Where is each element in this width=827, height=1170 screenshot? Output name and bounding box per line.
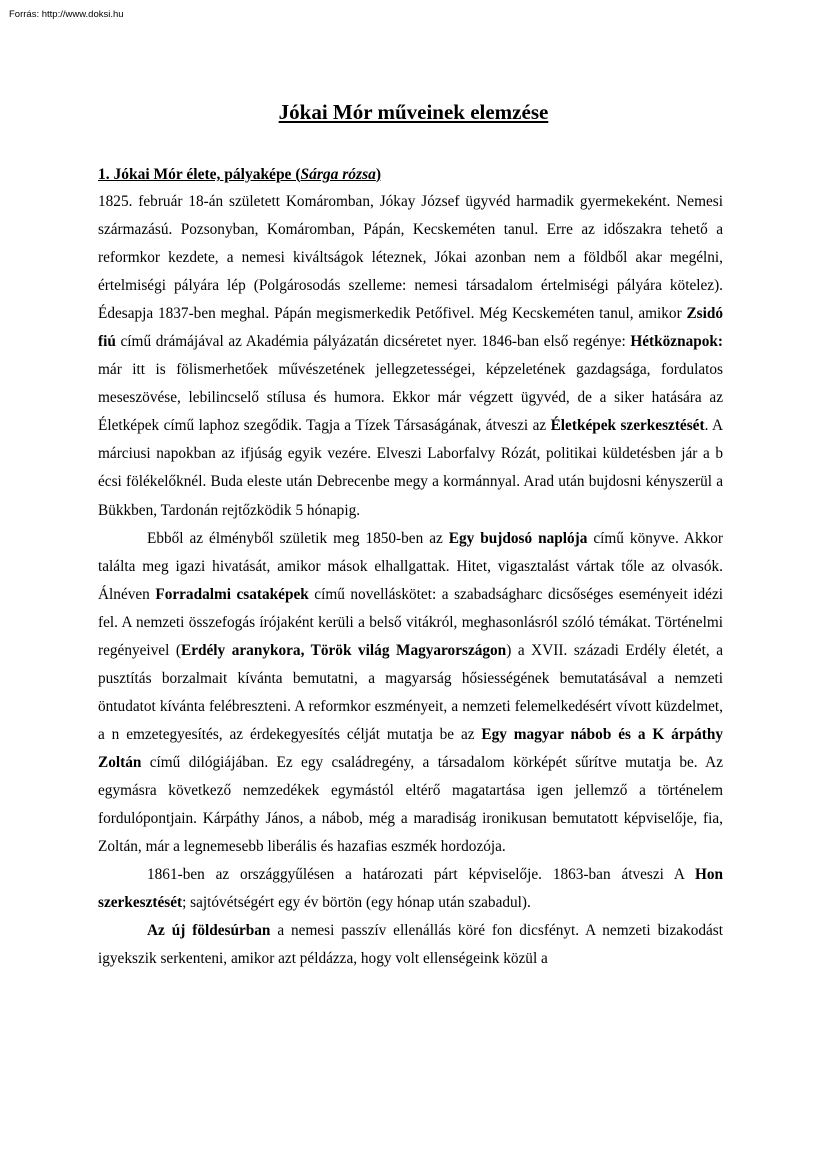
paragraph-4 bbox=[98, 917, 723, 973]
p1-bold-1: Zsidó fiú bbox=[98, 305, 723, 351]
p4-bold-1: Az új földesúrban bbox=[147, 922, 271, 940]
p2-bold-4: Egy magyar nábob és a K árpáthy Zoltán bbox=[98, 725, 723, 771]
section-heading bbox=[98, 166, 381, 184]
paragraph-3 bbox=[98, 861, 723, 917]
p2-bold-2: Forradalmi csataképek bbox=[155, 585, 309, 603]
page-title: Jókai Mór műveinek elemzése bbox=[278, 100, 549, 124]
p3-text-2: ; sajtóvétségért egy év börtön (egy hónap után szabadul). bbox=[182, 894, 531, 912]
heading-prefix: 1. Jókai Mór élete, pályaképe ( bbox=[98, 166, 301, 183]
p2-text-5: című dilógiájában. Ez egy családregény, a társadalom körképét sűrítve mutatja be. Az egymásra következő nemzedékek egymástól eltérő magatartása igen jellemző a történelem fordulópontjain. Kárpáthy János, a nábob, még a maradiság ironikusan bemutatott képviselője, fia, Zoltán, már a legnemesebb liberális és hazafias eszmék hordozója. bbox=[98, 753, 723, 856]
p2-text-1: Ebből az élményből születik meg 1850-ben az bbox=[147, 529, 449, 547]
p3-bold-1: Hon szerkesztését bbox=[98, 866, 723, 912]
p1-bold-3: Életképek szerkesztését bbox=[550, 417, 705, 435]
p3-text-1: 1861-ben az országgyűlésen a határozati párt képviselője. 1863-ban átveszi A bbox=[147, 866, 695, 884]
p1-text-3: már itt is fölismerhetőek művészetének jellegzetességei, képzeletének gazdagsága, fordulatos meseszövése, lebilincselő stílusa és humora. Ekkor már végzett ügyvéd, de a siker hatására az Életképek című laphoz szegődik. Tagja a Tízek Társaságának, átveszi az bbox=[98, 361, 723, 435]
heading-suffix: ) bbox=[375, 166, 382, 183]
source-note: Forrás: http://www.doksi.hu bbox=[9, 9, 124, 20]
paragraph-2 bbox=[98, 525, 723, 862]
p2-bold-3: Erdély aranykora, Török világ Magyarországon bbox=[181, 641, 507, 659]
paragraph-1 bbox=[98, 188, 723, 525]
p2-text-4: ) a XVII. századi Erdély életét, a pusztítás borzalmait kívánta bemutatni, a magyarság hősiességének bemutatásával a nemzeti öntudatot kívánta felébreszteni. A reformkor eszményeit, a nemzeti felemelkedésért vívott küzdelmet, a n emzetegyesítés, az érdekegyesítés célját mutatja be az bbox=[98, 641, 724, 743]
p2-text-2: című könyve. Akkor találta meg igazi hivatását, amikor mások elhallgattak. Hitet, vigasztalást vártak tőle az olvasók. Álnéven bbox=[98, 529, 723, 603]
p1-text-4: . A márciusi napokban az ifjúság egyik vezére. Elveszi Laborfalvy Rózát, politikai küldetésben jár a b écsi fölékelőknél. Buda eleste után Debrecenbe megy a kormánnyal. Arad után bujdosni kényszerül a Bükkben, Tardonán rejtőzködik 5 hónapig. bbox=[98, 417, 724, 519]
p1-text-1: 1825. február 18-án született Komáromban, Jókay József ügyvéd harmadik gyermekeként. Nemesi származású. Pozsonyban, Komáromban, Pápán, Kecskeméten tanul. Erre az időszakra tehető a reformkor kezdete, a nemesi kiváltságok léteznek, Jókai azonban nem a földből akar megélni, értelmiségi pályára lép (Polgárosodás szelleme: nemesi társadalom értelmiségi pályára kötelez). Édesapja 1837-ben meghal. Pápán megismerkedik Petőfivel. Még Kecskeméten tanul, amikor bbox=[98, 193, 723, 323]
heading-italic: Sárga rózsa bbox=[300, 166, 376, 183]
p4-text-1: a nemesi passzív ellenállás köré fon dicsfényt. A nemzeti bizakodást igyekszik serkenteni, amikor azt példázza, hogy volt ellenségeink közül a bbox=[98, 922, 723, 968]
p1-text-2: című drámájával az Akadémia pályázatán dicséretet nyer. 1846-ban első regénye: bbox=[115, 333, 631, 351]
p2-text-3: című novelláskötet: a szabadságharc dicsőséges eseményeit idézi fel. A nemzeti összefogás írójaként kerüli a belső vitákról, meghasonlásról szóló témákat. Történelmi regényeivel ( bbox=[98, 585, 723, 659]
body-text bbox=[98, 188, 723, 973]
p1-bold-2: Hétköznapok: bbox=[630, 333, 723, 351]
p2-bold-1: Egy bujdosó naplója bbox=[448, 529, 588, 547]
